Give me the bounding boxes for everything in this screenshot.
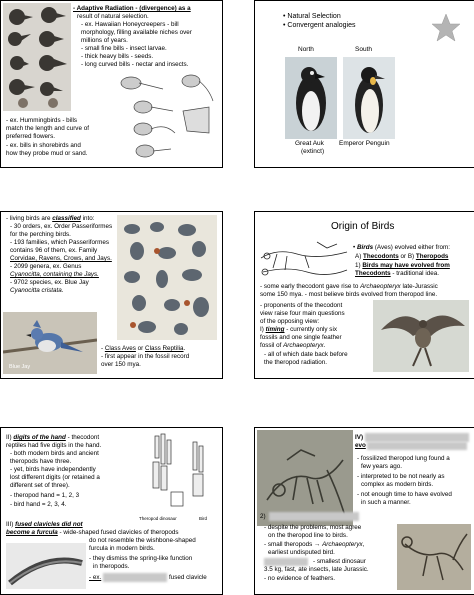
aves-line-2: - first appear in the fossil record (101, 353, 190, 360)
digits-line-5: - yet, birds have independently (10, 466, 96, 473)
lung-line-7: 2) (260, 513, 266, 520)
slide-origin-of-birds (254, 211, 474, 379)
lung-heading: IV) (355, 434, 364, 441)
star-icon (431, 13, 461, 43)
clavicle-line-8: fused clavicle (169, 574, 207, 581)
line-6: - small fine bills - insect larvae. (81, 45, 167, 52)
class-line-7: - 2099 genera, ex. Genus (10, 263, 82, 270)
origin-line-12: fossil of Archaeopteryx. (260, 342, 326, 349)
label-great-auk: Great Auk (295, 140, 324, 147)
class-line-3: for the perching birds. (10, 231, 71, 238)
digits-line-3: - both modern birds and ancient (10, 450, 99, 457)
lung-line-3: - interpreted to be not nearly as (357, 473, 445, 480)
lung-line-1: - fossilized theropod lung found a (357, 455, 450, 462)
origin-line-1: • Birds (Aves) evolved either from: (353, 244, 450, 251)
blue-jay-label: Blue Jay (9, 364, 31, 370)
lung-line-12: - smallest dinosaur (313, 558, 366, 565)
line-5: millions of years. (81, 37, 128, 44)
skeleton-diagram-image (257, 238, 351, 282)
aves-line-1: - Class Aves or Class Reptilia. (101, 345, 186, 352)
line-11: preferred flowers. (6, 133, 55, 140)
lung-line-4: complex as modern birds. (361, 481, 434, 488)
class-line-5: contains 96 of them, ex. Family (10, 247, 98, 254)
lung-line-11: earliest undisputed bird. (268, 549, 335, 556)
finch-heads-image (3, 3, 71, 111)
digits-line-9: - bird hand = 2, 3, 4. (10, 501, 67, 508)
line-10: match the length and curve of (6, 125, 89, 132)
origin-line-13: - all of which date back before (264, 351, 348, 358)
lung-heading-2: evo (355, 442, 366, 449)
origin-line-10: I) timing - currently only six (260, 326, 337, 333)
class-line-4: - 193 families, which Passeriformes (10, 239, 110, 246)
line-1: - Adaptive Radiation - (divergence) as a (73, 5, 191, 12)
lung-line-8: - despite the problems, most agree (264, 524, 362, 531)
hand-bones-diagram (133, 432, 219, 516)
label-extinct: (extinct) (301, 148, 325, 155)
line-9: - ex. Hummingbirds - bills (6, 117, 78, 124)
small-dinosaur-fossil-image (397, 524, 471, 590)
origin-line-6: some 150 mya. - most believe birds evolved from theropod line. (260, 291, 438, 298)
slide-convergent-analogies (254, 0, 474, 168)
lung-line-5: - not enough time to have evolved (357, 491, 452, 498)
clavicle-fossil-image (6, 543, 86, 589)
lung-line-10: - small theropods → Archaeopteryx, (264, 541, 365, 548)
origin-line-2: A) Thecodonts or B) Theropods (355, 253, 449, 260)
origin-line-11: fossils and one single feather (260, 334, 342, 341)
slide-digits-clavicles (0, 427, 223, 595)
aves-line-3: over 150 mya. (101, 361, 141, 368)
label-bird: Bird (199, 516, 208, 521)
hummingbird-bills-image (113, 71, 217, 163)
lung-line-2: few years ago. (361, 463, 402, 470)
bullet-convergent-analogies: • Convergent analogies (283, 22, 356, 29)
redacted-text-1 (103, 573, 167, 582)
line-4: morphology, filling available niches over (81, 29, 192, 36)
label-north: North (298, 46, 314, 53)
digits-line-4: theropods have three. (10, 458, 72, 465)
line-12: - ex. bills in shorebirds and (6, 142, 81, 149)
line-7: - thick heavy bills - seeds. (81, 53, 154, 60)
digits-line-2: reptiles had five digits in the hand. (6, 442, 102, 449)
line-2: result of natural selection. (77, 13, 149, 20)
origin-line-9: of the opposing view: (260, 318, 320, 325)
digits-line-7: different set of three). (10, 482, 70, 489)
class-line-10: Cyanocitta cristata. (10, 287, 64, 294)
archaeopteryx-image (373, 300, 469, 372)
origin-line-14: the theropod radiation. (264, 359, 328, 366)
clavicle-line-3: do not resemble the wishbone-shaped (89, 537, 196, 544)
emperor-penguin-image (343, 57, 395, 139)
lung-line-6: in such a manner. (361, 499, 411, 506)
slide-lung-fossil (254, 427, 474, 595)
class-line-2: - 30 orders, ex. Order Passeriformes (10, 223, 113, 230)
digits-line-1: II) digits of the hand - thecodont (6, 434, 100, 441)
line-8: - long curved bills - nectar and insects. (81, 61, 189, 68)
class-line-1: - living birds are classified into: (6, 215, 95, 222)
clavicle-line-6: in theropods. (93, 563, 130, 570)
clavicle-line-7: - ex. (89, 574, 102, 581)
redacted-text-4 (269, 512, 359, 521)
redacted-text-2 (365, 433, 469, 442)
redacted-text-5 (264, 558, 308, 566)
slide-classification (0, 211, 223, 379)
class-line-9: - 9702 species, ex. Blue Jay (10, 279, 89, 286)
origin-line-8: view raise four main questions (260, 310, 345, 317)
hummingbird-drawings (113, 71, 217, 163)
slide-title: Origin of Birds (331, 221, 395, 232)
origin-line-3: 1) Birds may have evolved from (355, 262, 450, 269)
class-line-8: Cyanocitta, containing the Jays. (10, 271, 99, 278)
lung-line-14: - no evidence of feathers. (264, 575, 336, 582)
line-3: - ex. Hawaiian Honeycreepers - bill (81, 21, 179, 28)
clavicle-line-2: become a furcula - wide-shaped fused clavicles of theropods (6, 529, 179, 536)
label-theropod-dinosaur: Theropod dinosaur (139, 516, 177, 521)
lung-line-13: 3.5 kg, fast, ate insects, late Jurassic. (264, 566, 369, 573)
lung-line-9: on the theropod line to birds. (268, 532, 348, 539)
label-emperor-penguin: Emperor Penguin (339, 140, 390, 147)
finch-heads-drawing (3, 3, 71, 111)
clavicle-line-1: III) fused clavicles did not (6, 521, 83, 528)
class-line-6: Corvidae, Ravens, Crows, and Jays. (10, 255, 112, 262)
line-13: how they probe mud or sand. (6, 150, 88, 157)
bird-chart-image (117, 215, 217, 340)
origin-line-4: Thecodonts - traditional idea. (355, 270, 439, 277)
clavicle-line-5: - they dismiss the spring-like function (89, 555, 193, 562)
bullet-natural-selection: • Natural Selection (283, 13, 341, 20)
slide-adaptive-radiation (0, 0, 223, 168)
digits-line-8: - theropod hand = 1, 2, 3 (10, 492, 80, 499)
digits-line-6: lost different digits (or retained a (10, 474, 100, 481)
label-south: South (355, 46, 372, 53)
origin-line-7: - proponents of the thecodont (260, 302, 343, 309)
great-auk-image (285, 57, 337, 139)
redacted-text-3 (367, 442, 467, 450)
origin-line-5: - some early thecodont gave rise to Archaeopteryx late-Jurassic (260, 283, 438, 290)
clavicle-line-4: furcula in modern birds. (89, 545, 155, 552)
